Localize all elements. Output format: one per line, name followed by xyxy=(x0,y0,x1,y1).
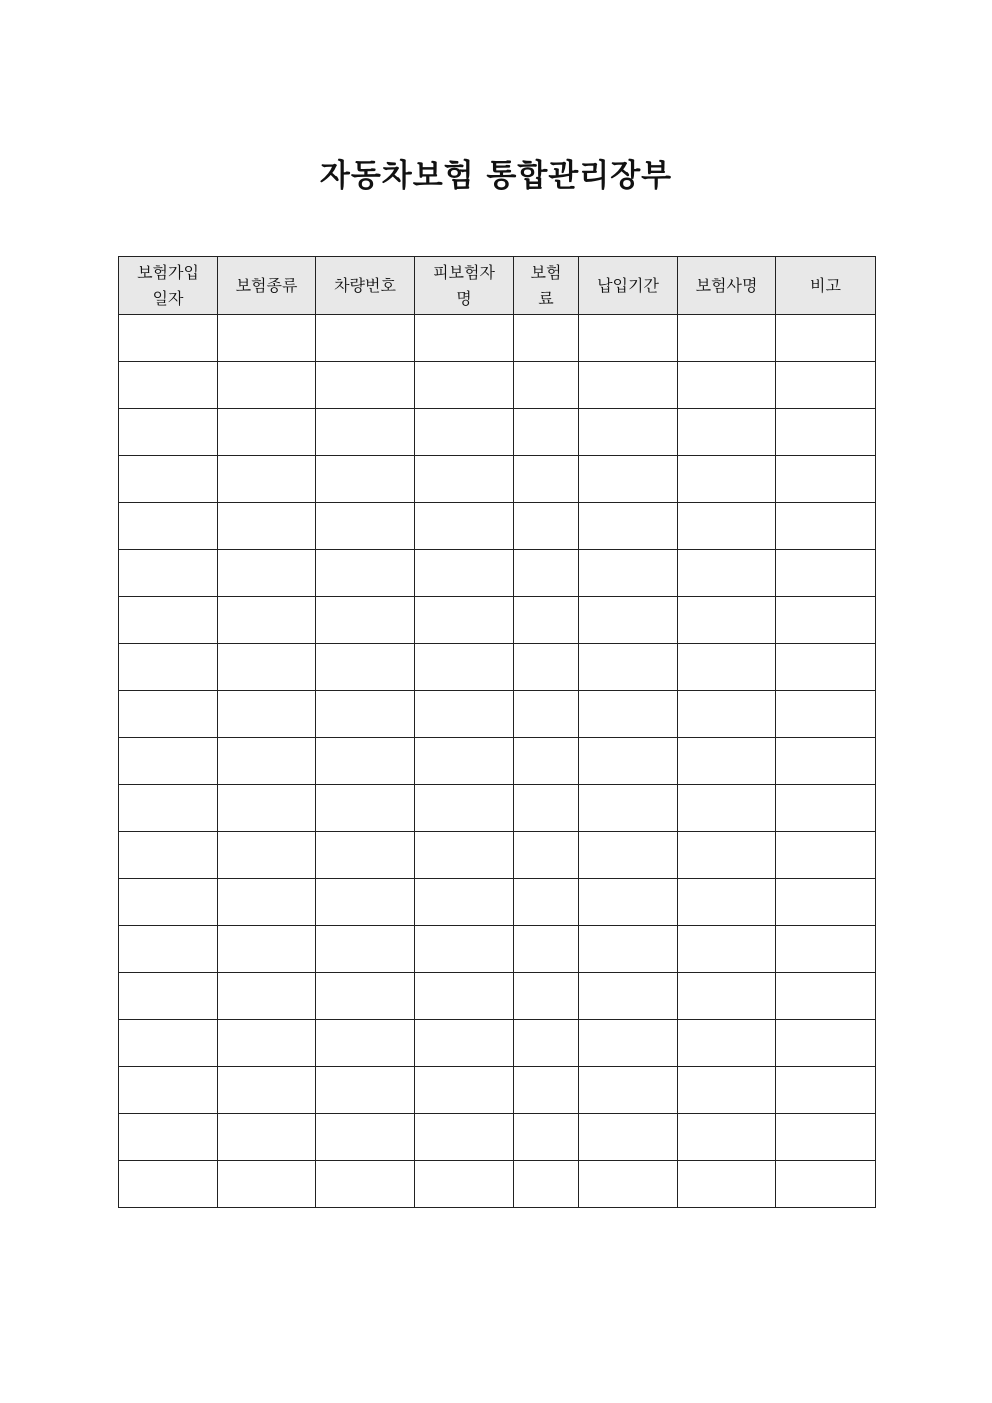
table-cell[interactable] xyxy=(119,456,218,503)
table-cell[interactable] xyxy=(776,926,876,973)
table-cell[interactable] xyxy=(119,1114,218,1161)
table-cell[interactable] xyxy=(514,597,579,644)
table-cell[interactable] xyxy=(776,738,876,785)
table-cell[interactable] xyxy=(218,409,316,456)
table-cell[interactable] xyxy=(415,503,514,550)
table-cell[interactable] xyxy=(316,315,415,362)
table-cell[interactable] xyxy=(218,1067,316,1114)
table-cell[interactable] xyxy=(218,691,316,738)
table-cell[interactable] xyxy=(218,503,316,550)
page-title: 자동차보험 통합관리장부 xyxy=(319,157,673,194)
table-row xyxy=(119,926,876,973)
table-cell[interactable] xyxy=(514,879,579,926)
table-cell[interactable] xyxy=(119,1020,218,1067)
table-cell[interactable] xyxy=(579,832,678,879)
table-cell[interactable] xyxy=(316,785,415,832)
table-cell[interactable] xyxy=(218,315,316,362)
table-cell[interactable] xyxy=(119,550,218,597)
table-cell[interactable] xyxy=(776,550,876,597)
table-cell[interactable] xyxy=(316,738,415,785)
table-row xyxy=(119,362,876,409)
table-cell[interactable] xyxy=(514,362,579,409)
table-cell[interactable] xyxy=(218,1114,316,1161)
table-row xyxy=(119,1067,876,1114)
table-row xyxy=(119,409,876,456)
table-cell[interactable] xyxy=(579,973,678,1020)
table-cell[interactable] xyxy=(415,832,514,879)
header-vehicle-number: 차량번호 xyxy=(316,257,415,315)
table-row xyxy=(119,738,876,785)
table-cell[interactable] xyxy=(119,926,218,973)
table-row xyxy=(119,315,876,362)
table-cell[interactable] xyxy=(678,644,776,691)
table-cell[interactable] xyxy=(119,738,218,785)
table-cell[interactable] xyxy=(316,597,415,644)
table-cell[interactable] xyxy=(678,1161,776,1208)
table-row xyxy=(119,1161,876,1208)
table-cell[interactable] xyxy=(415,926,514,973)
table-cell[interactable] xyxy=(119,315,218,362)
table-cell[interactable] xyxy=(678,926,776,973)
table-cell[interactable] xyxy=(415,1161,514,1208)
table-cell[interactable] xyxy=(415,644,514,691)
table-cell[interactable] xyxy=(415,1067,514,1114)
table-cell[interactable] xyxy=(514,832,579,879)
table-cell[interactable] xyxy=(579,1067,678,1114)
table-cell[interactable] xyxy=(316,362,415,409)
table-cell[interactable] xyxy=(218,550,316,597)
table-cell[interactable] xyxy=(678,315,776,362)
table-cell[interactable] xyxy=(316,409,415,456)
table-row xyxy=(119,456,876,503)
table-cell[interactable] xyxy=(514,973,579,1020)
table-cell[interactable] xyxy=(579,879,678,926)
table-cell[interactable] xyxy=(218,644,316,691)
table-cell[interactable] xyxy=(776,785,876,832)
table-cell[interactable] xyxy=(119,597,218,644)
table-row xyxy=(119,503,876,550)
table-cell[interactable] xyxy=(218,973,316,1020)
table-cell[interactable] xyxy=(316,879,415,926)
header-insurance-type: 보험종류 xyxy=(218,257,316,315)
table-row xyxy=(119,973,876,1020)
header-payment-period: 납입기간 xyxy=(579,257,678,315)
table-row xyxy=(119,879,876,926)
table-cell[interactable] xyxy=(514,1114,579,1161)
table-cell[interactable] xyxy=(218,926,316,973)
table-cell[interactable] xyxy=(415,973,514,1020)
header-insured-name: 피보험자 명 xyxy=(415,257,514,315)
table-cell[interactable] xyxy=(316,1067,415,1114)
table-cell[interactable] xyxy=(514,1067,579,1114)
table-cell[interactable] xyxy=(678,738,776,785)
table-row xyxy=(119,691,876,738)
table-row xyxy=(119,1114,876,1161)
table-cell[interactable] xyxy=(678,832,776,879)
table-cell[interactable] xyxy=(776,879,876,926)
table-cell[interactable] xyxy=(119,503,218,550)
table-cell[interactable] xyxy=(119,362,218,409)
table-cell[interactable] xyxy=(316,550,415,597)
table-cell[interactable] xyxy=(415,691,514,738)
table-cell[interactable] xyxy=(218,1020,316,1067)
table-cell[interactable] xyxy=(579,644,678,691)
table-cell[interactable] xyxy=(678,973,776,1020)
table-cell[interactable] xyxy=(119,832,218,879)
header-insurer-name: 보험사명 xyxy=(678,257,776,315)
table-cell[interactable] xyxy=(218,456,316,503)
table-cell[interactable] xyxy=(316,503,415,550)
table-cell[interactable] xyxy=(776,503,876,550)
table-row xyxy=(119,644,876,691)
header-premium: 보험 료 xyxy=(514,257,579,315)
table-cell[interactable] xyxy=(415,738,514,785)
table-cell[interactable] xyxy=(218,832,316,879)
table-cell[interactable] xyxy=(678,597,776,644)
table-cell[interactable] xyxy=(678,1067,776,1114)
table-cell[interactable] xyxy=(514,691,579,738)
table-cell[interactable] xyxy=(415,1020,514,1067)
header-row xyxy=(119,257,876,315)
table-cell[interactable] xyxy=(514,644,579,691)
table-cell[interactable] xyxy=(119,973,218,1020)
table-cell[interactable] xyxy=(316,926,415,973)
table-cell[interactable] xyxy=(119,409,218,456)
table-cell[interactable] xyxy=(316,1161,415,1208)
table-cell[interactable] xyxy=(678,550,776,597)
table-row xyxy=(119,832,876,879)
table-cell[interactable] xyxy=(415,456,514,503)
table-cell[interactable] xyxy=(678,879,776,926)
table-cell[interactable] xyxy=(678,1020,776,1067)
table-cell[interactable] xyxy=(776,315,876,362)
table-cell[interactable] xyxy=(316,832,415,879)
table-cell[interactable] xyxy=(579,597,678,644)
table-cell[interactable] xyxy=(579,409,678,456)
table-cell[interactable] xyxy=(776,409,876,456)
table-cell[interactable] xyxy=(776,1161,876,1208)
table-cell[interactable] xyxy=(218,738,316,785)
table-cell[interactable] xyxy=(579,785,678,832)
table-cell[interactable] xyxy=(579,362,678,409)
table-row xyxy=(119,550,876,597)
table-cell[interactable] xyxy=(776,691,876,738)
table-cell[interactable] xyxy=(316,973,415,1020)
table-cell[interactable] xyxy=(514,315,579,362)
table-cell[interactable] xyxy=(678,691,776,738)
table-cell[interactable] xyxy=(579,691,678,738)
table-cell[interactable] xyxy=(678,362,776,409)
table-cell[interactable] xyxy=(579,503,678,550)
table-cell[interactable] xyxy=(316,1020,415,1067)
table-row xyxy=(119,1020,876,1067)
table-cell[interactable] xyxy=(579,926,678,973)
table-cell[interactable] xyxy=(776,1114,876,1161)
table-cell[interactable] xyxy=(579,1161,678,1208)
table-cell[interactable] xyxy=(119,691,218,738)
insurance-ledger-table xyxy=(118,256,876,1208)
table-cell[interactable] xyxy=(415,1114,514,1161)
table-cell[interactable] xyxy=(579,1020,678,1067)
table-cell[interactable] xyxy=(514,1161,579,1208)
header-remarks: 비고 xyxy=(776,257,876,315)
table-cell[interactable] xyxy=(415,362,514,409)
table-cell[interactable] xyxy=(119,1067,218,1114)
table-cell[interactable] xyxy=(218,785,316,832)
table-cell[interactable] xyxy=(316,456,415,503)
table-cell[interactable] xyxy=(776,362,876,409)
table-cell[interactable] xyxy=(218,1161,316,1208)
table-cell[interactable] xyxy=(316,644,415,691)
table-cell[interactable] xyxy=(415,879,514,926)
table-cell[interactable] xyxy=(119,1161,218,1208)
table-cell[interactable] xyxy=(218,879,316,926)
table-cell[interactable] xyxy=(119,785,218,832)
table-cell[interactable] xyxy=(415,597,514,644)
table-row xyxy=(119,597,876,644)
table-cell[interactable] xyxy=(678,785,776,832)
table-cell[interactable] xyxy=(119,644,218,691)
table-cell[interactable] xyxy=(119,879,218,926)
table-cell[interactable] xyxy=(579,315,678,362)
table-cell[interactable] xyxy=(514,456,579,503)
table-cell[interactable] xyxy=(776,597,876,644)
table-cell[interactable] xyxy=(514,503,579,550)
table-cell[interactable] xyxy=(579,738,678,785)
table-cell[interactable] xyxy=(415,785,514,832)
table-cell[interactable] xyxy=(678,1114,776,1161)
table-row xyxy=(119,785,876,832)
table-cell[interactable] xyxy=(678,456,776,503)
table-cell[interactable] xyxy=(776,832,876,879)
table-cell[interactable] xyxy=(514,409,579,456)
table-cell[interactable] xyxy=(415,409,514,456)
table-cell[interactable] xyxy=(678,409,776,456)
table-cell[interactable] xyxy=(415,315,514,362)
ledger-body xyxy=(119,315,876,1208)
table-cell[interactable] xyxy=(316,1114,415,1161)
table-cell[interactable] xyxy=(579,456,678,503)
table-cell[interactable] xyxy=(579,1114,678,1161)
table-cell[interactable] xyxy=(514,550,579,597)
table-cell[interactable] xyxy=(776,456,876,503)
table-cell[interactable] xyxy=(514,785,579,832)
table-cell[interactable] xyxy=(678,503,776,550)
table-cell[interactable] xyxy=(415,550,514,597)
table-cell[interactable] xyxy=(514,738,579,785)
table-cell[interactable] xyxy=(776,1067,876,1114)
table-cell[interactable] xyxy=(579,550,678,597)
table-cell[interactable] xyxy=(316,691,415,738)
table-cell[interactable] xyxy=(514,1020,579,1067)
table-cell[interactable] xyxy=(218,597,316,644)
table-cell[interactable] xyxy=(776,1020,876,1067)
table-cell[interactable] xyxy=(514,926,579,973)
header-enrollment-date: 보험가입 일자 xyxy=(119,257,218,315)
table-cell[interactable] xyxy=(776,644,876,691)
table-cell[interactable] xyxy=(218,362,316,409)
table-cell[interactable] xyxy=(776,973,876,1020)
